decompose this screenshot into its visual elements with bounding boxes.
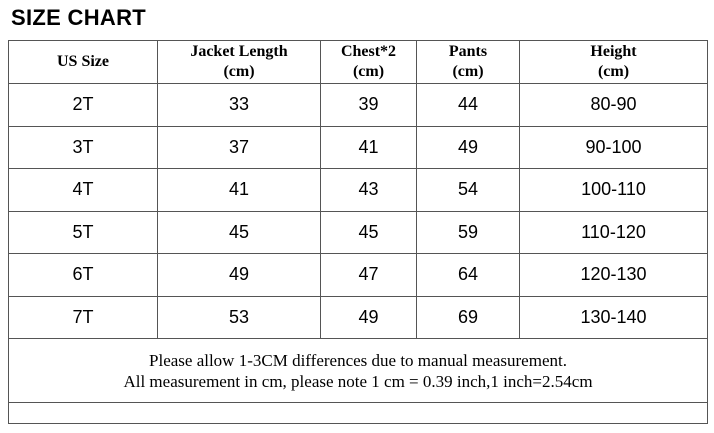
header-jacket-length: Jacket Length (cm)	[158, 41, 321, 84]
measurement-note	[9, 339, 708, 403]
jacket-length-cell: 33	[158, 84, 321, 127]
pants-cell: 69	[417, 296, 520, 339]
table-row	[9, 254, 708, 297]
chart-title: SIZE CHART	[11, 5, 146, 30]
table-row	[9, 126, 708, 169]
header-us-size: US Size	[9, 41, 158, 84]
us-size-cell: 6T	[9, 254, 158, 297]
chest-cell: 47	[321, 254, 417, 297]
us-size-cell: 3T	[9, 126, 158, 169]
jacket-length-cell: 49	[158, 254, 321, 297]
jacket-length-cell: 37	[158, 126, 321, 169]
height-cell: 130-140	[520, 296, 708, 339]
chest-cell: 45	[321, 211, 417, 254]
empty-footer-row	[9, 403, 708, 424]
size-chart-table	[8, 40, 708, 424]
us-size-cell: 7T	[9, 296, 158, 339]
table-row	[9, 169, 708, 212]
table-row	[9, 296, 708, 339]
note-line-1: Please allow 1-3CM differences due to manual measurement.	[149, 350, 567, 370]
pants-cell: 59	[417, 211, 520, 254]
header-height: Height (cm)	[520, 41, 708, 84]
header-chest: Chest*2 (cm)	[321, 41, 417, 84]
header-row	[9, 41, 708, 84]
table-row	[9, 211, 708, 254]
jacket-length-cell: 53	[158, 296, 321, 339]
note-line-2: All measurement in cm, please note 1 cm = 0.39 inch,1 inch=2.54cm	[123, 371, 593, 391]
pants-cell: 54	[417, 169, 520, 212]
us-size-cell: 5T	[9, 211, 158, 254]
pants-cell: 49	[417, 126, 520, 169]
chest-cell: 41	[321, 126, 417, 169]
us-size-cell: 2T	[9, 84, 158, 127]
header-pants: Pants (cm)	[417, 41, 520, 84]
table-row	[9, 84, 708, 127]
jacket-length-cell: 45	[158, 211, 321, 254]
height-cell: 80-90	[520, 84, 708, 127]
jacket-length-cell: 41	[158, 169, 321, 212]
pants-cell: 64	[417, 254, 520, 297]
chest-cell: 39	[321, 84, 417, 127]
us-size-cell: 4T	[9, 169, 158, 212]
empty-footer-cell	[9, 403, 708, 424]
height-cell: 110-120	[520, 211, 708, 254]
chest-cell: 49	[321, 296, 417, 339]
height-cell: 100-110	[520, 169, 708, 212]
height-cell: 90-100	[520, 126, 708, 169]
pants-cell: 44	[417, 84, 520, 127]
chest-cell: 43	[321, 169, 417, 212]
height-cell: 120-130	[520, 254, 708, 297]
notes-row	[9, 339, 708, 403]
